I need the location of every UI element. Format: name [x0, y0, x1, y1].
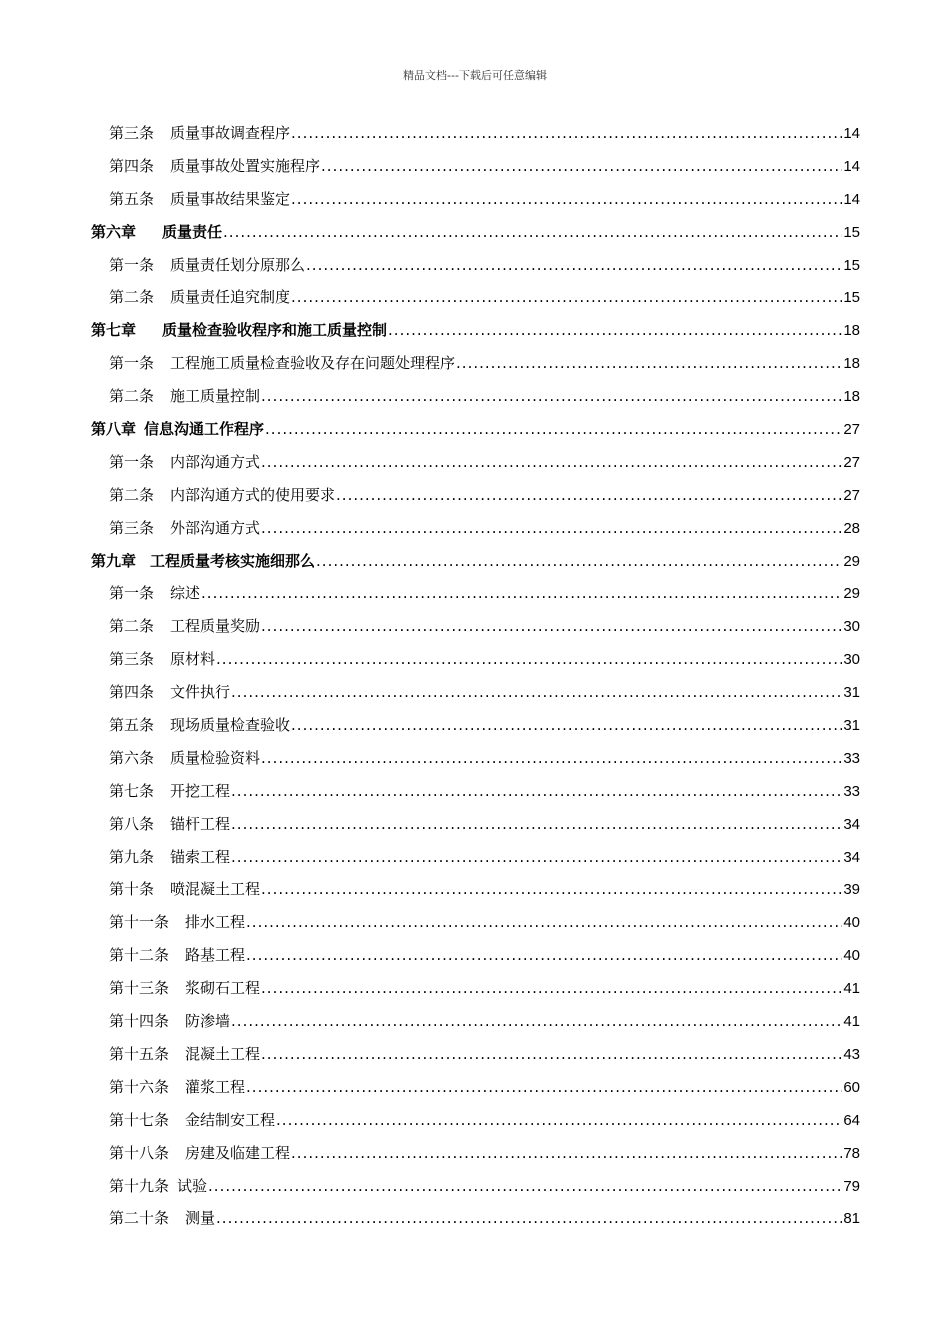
toc-entry-title: 信息沟通工作程序 — [144, 420, 265, 439]
toc-section-entry[interactable] — [91, 873, 860, 906]
toc-section-entry[interactable] — [91, 183, 860, 216]
toc-section-entry[interactable] — [91, 1202, 860, 1235]
toc-section-entry[interactable] — [91, 676, 860, 709]
toc-chapter-entry[interactable] — [91, 314, 860, 347]
toc-dot-leader — [261, 742, 842, 775]
toc-page-number: 40 — [843, 914, 860, 932]
toc-dot-leader — [276, 1104, 842, 1137]
toc-entry-label — [109, 577, 200, 610]
toc-entry-number: 第一条 — [109, 354, 155, 373]
toc-section-entry[interactable] — [91, 742, 860, 775]
toc-entry-number: 第十九条 — [109, 1176, 170, 1195]
toc-entry-number: 第二条 — [109, 617, 155, 636]
toc-dot-leader — [316, 545, 842, 578]
toc-section-entry[interactable] — [91, 1104, 860, 1137]
toc-entry-number: 第八章 — [91, 420, 137, 439]
toc-page-number: 34 — [843, 815, 860, 833]
toc-page-number: 43 — [843, 1045, 860, 1063]
toc-chapter-entry[interactable] — [91, 545, 860, 578]
toc-entry-title: 工程质量奖励 — [170, 617, 261, 636]
toc-page-number: 27 — [843, 453, 860, 471]
toc-section-entry[interactable] — [91, 1038, 860, 1071]
toc-entry-number: 第二十条 — [109, 1209, 170, 1228]
toc-entry-title: 金结制安工程 — [185, 1110, 276, 1129]
toc-entry-number: 第十八条 — [109, 1143, 170, 1162]
toc-section-entry[interactable] — [91, 1137, 860, 1170]
toc-dot-leader — [261, 446, 842, 479]
toc-section-entry[interactable] — [91, 972, 860, 1005]
toc-entry-title: 路基工程 — [185, 946, 246, 965]
toc-entry-label — [109, 972, 260, 1005]
toc-entry-number: 第二条 — [109, 288, 155, 307]
toc-entry-label — [109, 1137, 290, 1170]
toc-page-number: 39 — [843, 881, 860, 899]
toc-entry-title: 工程质量考核实施细那么 — [150, 551, 316, 570]
toc-entry-number: 第十条 — [109, 880, 155, 899]
toc-section-entry[interactable] — [91, 479, 860, 512]
toc-entry-title: 质量责任 — [162, 222, 223, 241]
toc-entry-label — [109, 512, 260, 545]
toc-dot-leader — [231, 676, 842, 709]
toc-page-number: 30 — [843, 651, 860, 669]
toc-dot-leader — [261, 1038, 842, 1071]
toc-entry-number: 第一条 — [109, 584, 155, 603]
toc-entry-label — [109, 610, 260, 643]
toc-entry-title: 工程施工质量检查验收及存在问题处理程序 — [170, 354, 456, 373]
toc-section-entry[interactable] — [91, 512, 860, 545]
toc-entry-number: 第二条 — [109, 387, 155, 406]
toc-entry-title: 灌浆工程 — [185, 1077, 246, 1096]
toc-entry-title: 外部沟通方式 — [170, 518, 261, 537]
toc-entry-title: 内部沟通方式 — [170, 452, 261, 471]
toc-page-number: 15 — [843, 289, 860, 307]
toc-page-number: 33 — [843, 782, 860, 800]
toc-chapter-entry[interactable] — [91, 216, 860, 249]
toc-entry-label — [109, 906, 245, 939]
toc-dot-leader — [261, 512, 842, 545]
toc-entry-number: 第十四条 — [109, 1012, 170, 1031]
toc-entry-label — [109, 1038, 260, 1071]
toc-entry-number: 第四条 — [109, 156, 155, 175]
toc-dot-leader — [261, 610, 842, 643]
toc-entry-title: 开挖工程 — [170, 781, 231, 800]
toc-entry-label — [109, 841, 230, 874]
toc-entry-label — [109, 1202, 215, 1235]
toc-dot-leader — [261, 380, 842, 413]
toc-chapter-entry[interactable] — [91, 413, 860, 446]
toc-section-entry[interactable] — [91, 281, 860, 314]
toc-entry-number: 第十二条 — [109, 946, 170, 965]
toc-entry-number: 第七条 — [109, 781, 155, 800]
toc-dot-leader — [291, 281, 842, 314]
toc-dot-leader — [216, 643, 842, 676]
toc-dot-leader — [306, 249, 842, 282]
toc-page-number: 14 — [843, 190, 860, 208]
toc-entry-label — [109, 808, 230, 841]
toc-entry-title: 锚索工程 — [170, 847, 231, 866]
toc-page-number: 18 — [843, 388, 860, 406]
toc-entry-label — [109, 347, 455, 380]
toc-dot-leader — [336, 479, 842, 512]
toc-entry-label — [109, 1005, 230, 1038]
toc-section-entry[interactable] — [91, 808, 860, 841]
toc-entry-title: 质量责任追究制度 — [170, 288, 291, 307]
toc-dot-leader — [223, 216, 842, 249]
toc-entry-title: 文件执行 — [170, 683, 231, 702]
toc-entry-number: 第八条 — [109, 814, 155, 833]
toc-dot-leader — [201, 577, 842, 610]
toc-page-number: 41 — [843, 1013, 860, 1031]
toc-section-entry[interactable] — [91, 577, 860, 610]
toc-page-number: 30 — [843, 618, 860, 636]
toc-page-number: 27 — [843, 486, 860, 504]
toc-page-number: 31 — [843, 684, 860, 702]
toc-section-entry[interactable] — [91, 939, 860, 972]
toc-dot-leader — [388, 314, 842, 347]
toc-dot-leader — [231, 808, 842, 841]
toc-entry-label — [109, 775, 230, 808]
toc-entry-label — [109, 643, 215, 676]
toc-entry-title: 原材料 — [170, 650, 216, 669]
toc-entry-number: 第九条 — [109, 847, 155, 866]
toc-section-entry[interactable] — [91, 775, 860, 808]
toc-dot-leader — [208, 1170, 842, 1203]
toc-entry-title: 喷混凝土工程 — [170, 880, 261, 899]
toc-dot-leader — [246, 1071, 842, 1104]
toc-page-number: 40 — [843, 947, 860, 965]
toc-entry-label — [91, 413, 264, 446]
toc-dot-leader — [246, 939, 842, 972]
toc-entry-label — [109, 873, 260, 906]
toc-section-entry[interactable] — [91, 841, 860, 874]
toc-dot-leader — [291, 1137, 842, 1170]
toc-entry-number: 第五条 — [109, 189, 155, 208]
toc-entry-title: 防渗墙 — [185, 1012, 231, 1031]
toc-page-number: 15 — [843, 223, 860, 241]
toc-entry-number: 第五条 — [109, 716, 155, 735]
toc-section-entry[interactable] — [91, 249, 860, 282]
toc-page-number: 31 — [843, 717, 860, 735]
toc-entry-label — [109, 446, 260, 479]
toc-entry-number: 第二条 — [109, 485, 155, 504]
toc-dot-leader — [246, 906, 842, 939]
toc-section-entry[interactable] — [91, 1170, 860, 1203]
toc-entry-title: 质量事故结果鉴定 — [170, 189, 291, 208]
toc-entry-label — [109, 249, 305, 282]
toc-entry-label — [109, 281, 290, 314]
toc-entry-number: 第三条 — [109, 518, 155, 537]
toc-entry-label — [109, 709, 290, 742]
toc-entry-label — [91, 216, 222, 249]
toc-page-number: 33 — [843, 749, 860, 767]
toc-section-entry[interactable] — [91, 1071, 860, 1104]
toc-section-entry[interactable] — [91, 117, 860, 150]
toc-entry-label — [109, 676, 230, 709]
toc-dot-leader — [291, 117, 842, 150]
toc-entry-label — [109, 1170, 207, 1203]
toc-section-entry[interactable] — [91, 446, 860, 479]
toc-page-number: 81 — [843, 1210, 860, 1228]
toc-dot-leader — [216, 1202, 842, 1235]
toc-entry-title: 测量 — [185, 1209, 216, 1228]
toc-entry-number: 第十一条 — [109, 913, 170, 932]
toc-page-number: 15 — [843, 256, 860, 274]
toc-section-entry[interactable] — [91, 709, 860, 742]
toc-page-number: 78 — [843, 1144, 860, 1162]
toc-entry-label — [109, 183, 290, 216]
toc-entry-title: 综述 — [170, 584, 201, 603]
toc-entry-number: 第十五条 — [109, 1044, 170, 1063]
toc-entry-title: 锚杆工程 — [170, 814, 231, 833]
toc-entry-title: 质量责任划分原那么 — [170, 255, 306, 274]
toc-entry-label — [109, 150, 320, 183]
toc-entry-number: 第十七条 — [109, 1110, 170, 1129]
toc-entry-title: 质量检验资料 — [170, 748, 261, 767]
toc-page-number: 14 — [843, 125, 860, 142]
toc-entry-label — [109, 380, 260, 413]
toc-entry-title: 试验 — [177, 1176, 208, 1195]
toc-entry-number: 第十三条 — [109, 979, 170, 998]
toc-page-number: 79 — [843, 1177, 860, 1195]
toc-section-entry[interactable] — [91, 347, 860, 380]
toc-entry-number: 第六条 — [109, 748, 155, 767]
page-header: 精品文档---下载后可任意编辑 — [403, 69, 547, 82]
toc-dot-leader — [231, 1005, 842, 1038]
toc-entry-title: 房建及临建工程 — [185, 1143, 291, 1162]
toc-entry-number: 第七章 — [91, 321, 137, 340]
toc-page-number: 18 — [843, 355, 860, 373]
toc-page-number: 64 — [843, 1111, 860, 1129]
toc-dot-leader — [231, 775, 842, 808]
toc-entry-number: 第一条 — [109, 452, 155, 471]
toc-page-number: 29 — [843, 552, 860, 570]
toc-dot-leader — [265, 413, 842, 446]
toc-entry-label — [91, 545, 315, 578]
toc-page-number: 29 — [843, 585, 860, 603]
toc-entry-title: 排水工程 — [185, 913, 246, 932]
toc-dot-leader — [291, 709, 842, 742]
toc-entry-title: 质量检查验收程序和施工质量控制 — [162, 321, 388, 340]
toc-entry-number: 第九章 — [91, 551, 137, 570]
toc-entry-title: 现场质量检查验收 — [170, 716, 291, 735]
toc-page-number: 41 — [843, 980, 860, 998]
toc-section-entry[interactable] — [91, 906, 860, 939]
toc-entry-number: 第一条 — [109, 255, 155, 274]
toc-entry-title: 内部沟通方式的使用要求 — [170, 485, 336, 504]
toc-page-number: 28 — [843, 519, 860, 537]
toc-dot-leader — [291, 183, 842, 216]
toc-section-entry[interactable] — [91, 380, 860, 413]
toc-entry-number: 第十六条 — [109, 1077, 170, 1096]
toc-page-number: 27 — [843, 421, 860, 439]
toc-entry-label — [109, 1104, 275, 1137]
toc-entry-number: 第三条 — [109, 650, 155, 669]
toc-section-entry[interactable] — [91, 610, 860, 643]
toc-dot-leader — [321, 150, 842, 183]
toc-entry-label — [109, 939, 245, 972]
toc-entry-label — [91, 314, 387, 347]
toc-entry-label — [109, 117, 290, 150]
toc-dot-leader — [456, 347, 842, 380]
toc-entry-title: 施工质量控制 — [170, 387, 261, 406]
toc-entry-label — [109, 1071, 245, 1104]
toc-dot-leader — [231, 841, 842, 874]
toc-dot-leader — [261, 873, 842, 906]
toc-page-number: 34 — [843, 848, 860, 866]
toc-entry-title: 质量事故调查程序 — [170, 124, 291, 142]
toc-entry-number: 第三条 — [109, 124, 155, 142]
toc-section-entry[interactable] — [91, 150, 860, 183]
toc-entry-label — [109, 742, 260, 775]
toc-dot-leader — [261, 972, 842, 1005]
toc-entry-title: 质量事故处置实施程序 — [170, 156, 321, 175]
toc-section-entry[interactable] — [91, 1005, 860, 1038]
toc-entry-number: 第四条 — [109, 683, 155, 702]
table-of-contents — [91, 117, 860, 1235]
toc-entry-number: 第六章 — [91, 222, 137, 241]
toc-entry-title: 混凝土工程 — [185, 1044, 261, 1063]
toc-section-entry[interactable] — [91, 643, 860, 676]
toc-page-number: 60 — [843, 1078, 860, 1096]
toc-page-number: 18 — [843, 322, 860, 340]
toc-entry-label — [109, 479, 335, 512]
toc-entry-title: 浆砌石工程 — [185, 979, 261, 998]
toc-page-number: 14 — [843, 157, 860, 175]
